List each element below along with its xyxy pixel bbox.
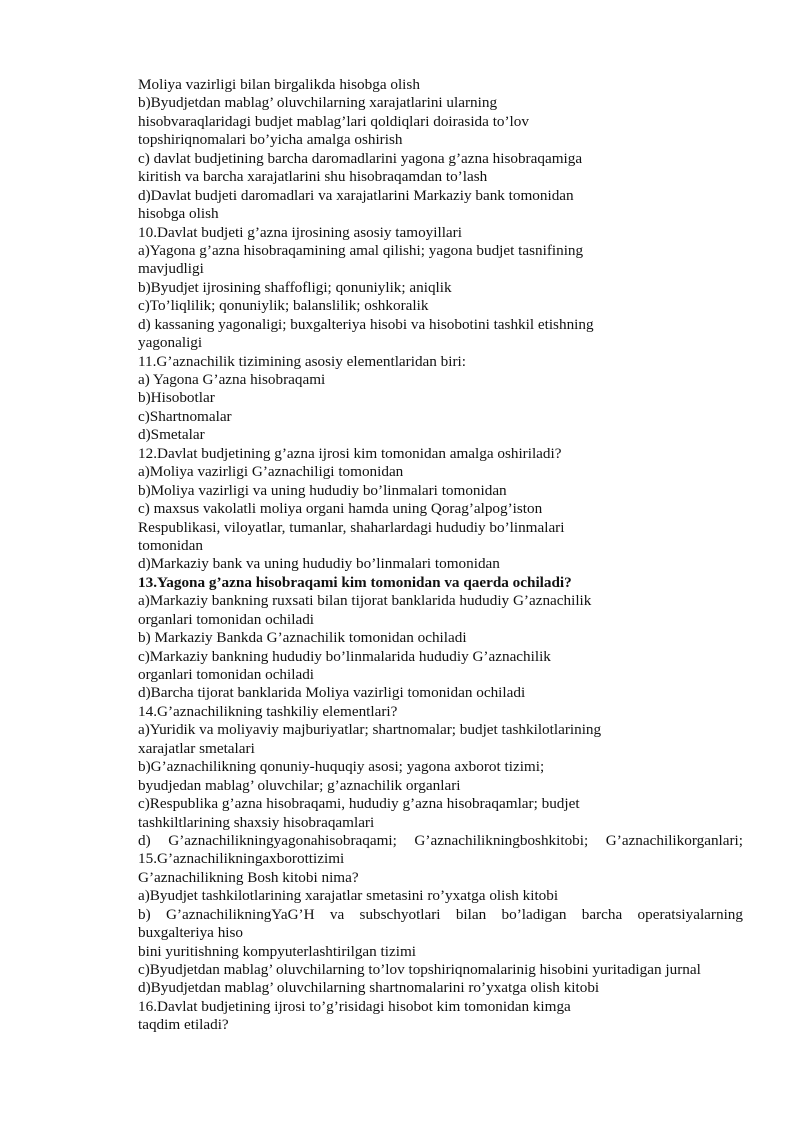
question-heading: 14.G’aznachilikning tashkiliy elementlari? <box>138 702 398 720</box>
text-line: d)Markaziy bank va uning hududiy bo’linmalari tomonidan <box>138 555 500 573</box>
text-line: kiritish va barcha xarajatlarini shu hisobraqamdan to’lash <box>138 168 488 186</box>
text-line: taqdim etiladi? <box>138 1016 229 1034</box>
text-line: d)Byudjetdan mablag’ oluvchilarning shartnomalarini ro’yxatga olish kitobi <box>138 979 600 997</box>
text-line: c)Shartnomalar <box>138 407 232 425</box>
text-line: a)Yuridik va moliyaviy majburiyatlar; shartnomalar; budjet tashkilotlarining <box>138 721 602 739</box>
text-line: topshiriqnomalari bo’yicha amalga oshirish <box>138 131 403 149</box>
text-line: c) davlat budjetining barcha daromadlarini yagona g’azna hisobraqamiga <box>138 149 583 167</box>
text-line: b)Hisobotlar <box>138 389 215 407</box>
text-line: b) Markaziy Bankda G’aznachilik tomonidan ochiladi <box>138 629 467 647</box>
text-line: b)Moliya vazirligi va uning hududiy bo’linmalari tomonidan <box>138 481 507 499</box>
text-line: d) G’aznachilikningyagonahisobraqami; G’aznachilikningboshkitobi; G’aznachilikorganlari; <box>138 831 743 849</box>
question-heading: 16.Davlat budjetining ijrosi to’g’risidagi hisobot kim tomonidan kimga <box>138 997 571 1015</box>
text-line: hisobga olish <box>138 205 219 223</box>
text-line: c)Byudjetdan mablag’ oluvchilarning to’lov topshiriqnomalarinig hisobini yuritadigan jurnal <box>138 961 701 978</box>
text-line: xarajatlar smetalari <box>138 739 255 757</box>
text-line: c)Respublika g’azna hisobraqami, hududiy g’azna hisobraqamlar; budjet <box>138 795 580 813</box>
question-heading: 11.G’aznachilik tizimining asosiy elementlaridan biri: <box>138 352 466 370</box>
text-line: a)Markaziy bankning ruxsati bilan tijorat banklarida hududiy G’aznachilik <box>138 592 592 610</box>
text-line: organlari tomonidan ochiladi <box>138 666 315 683</box>
text-line: yagonaligi <box>138 334 203 352</box>
text-line: Respublikasi, viloyatlar, tumanlar, shaharlardagi hududiy bo’linmalari <box>138 518 565 536</box>
text-line: b)Byudjet ijrosining shaffofligi; qonuniylik; aniqlik <box>138 278 452 296</box>
text-line: d)Barcha tijorat banklarida Moliya vazirligi tomonidan ochiladi <box>138 684 526 702</box>
document-page <box>138 76 743 1035</box>
question-heading-bold: 13.Yagona g’azna hisobraqami kim tomonidan va qaerda ochiladi? <box>138 573 572 591</box>
question-heading: 10.Davlat budjeti g’azna ijrosining asosiy tamoyillari <box>138 223 462 241</box>
text-line: hisobvaraqlaridagi budjet mablag’lari qoldiqlari doirasida to’lov <box>138 112 529 130</box>
text-line: bini yuritishning kompyuterlashtirilgan tizimi <box>138 942 416 960</box>
text-line: b)G’aznachilikning qonuniy-huquqiy asosi; yagona axborot tizimi; <box>138 758 545 776</box>
text-line: d)Smetalar <box>138 426 205 444</box>
text-line: d)Davlat budjeti daromadlari va xarajatlarini Markaziy bank tomonidan <box>138 186 574 204</box>
text-line: b)Byudjetdan mablag’ oluvchilarning xarajatlarini ularning <box>138 94 498 112</box>
text-line: organlari tomonidan ochiladi <box>138 610 315 628</box>
text-line: tashkiltlarining shaxsiy hisobraqamlari <box>138 813 375 831</box>
text-line: a)Moliya vazirligi G’aznachiligi tomonidan <box>138 463 404 481</box>
text-line: mavjudligi <box>138 260 204 278</box>
text-line: c)Markaziy bankning hududiy bo’linmalarida hududiy G’aznachilik <box>138 647 551 665</box>
text-line: d) kassaning yagonaligi; buxgalteriya hisobi va hisobotini tashkil etishning <box>138 315 594 333</box>
text-line: byudjedan mablag’ oluvchilar; g’aznachilik organlari <box>138 776 461 794</box>
question-heading: 12.Davlat budjetining g’azna ijrosi kim tomonidan amalga oshiriladi? <box>138 444 562 462</box>
question-heading: 15.G’aznachilikningaxborottizimi <box>138 850 345 868</box>
text-line: a)Yagona g’azna hisobraqamining amal qilishi; yagona budjet tasnifining <box>138 241 584 259</box>
text-line: a) Yagona G’azna hisobraqami <box>138 371 326 388</box>
text-line: c) maxsus vakolatli moliya organi hamda uning Qorag’alpog’iston <box>138 500 543 518</box>
text-line: G’aznachilikning Bosh kitobi nima? <box>138 868 359 886</box>
text-line: tomonidan <box>138 536 203 554</box>
text-line: buxgalteriya hiso <box>138 924 244 942</box>
text-line: b) G’aznachilikningYaG’H va subschyotlari bilan bo’ladigan barcha operatsiyalarning <box>138 905 743 923</box>
text-line: a)Byudjet tashkilotlarining xarajatlar smetasini ro’yxatga olish kitobi <box>138 887 559 905</box>
text-line: c)To’liqlilik; qonuniylik; balanslilik; oshkoralik <box>138 297 429 315</box>
text-line: Moliya vazirligi bilan birgalikda hisobga olish <box>138 76 420 93</box>
